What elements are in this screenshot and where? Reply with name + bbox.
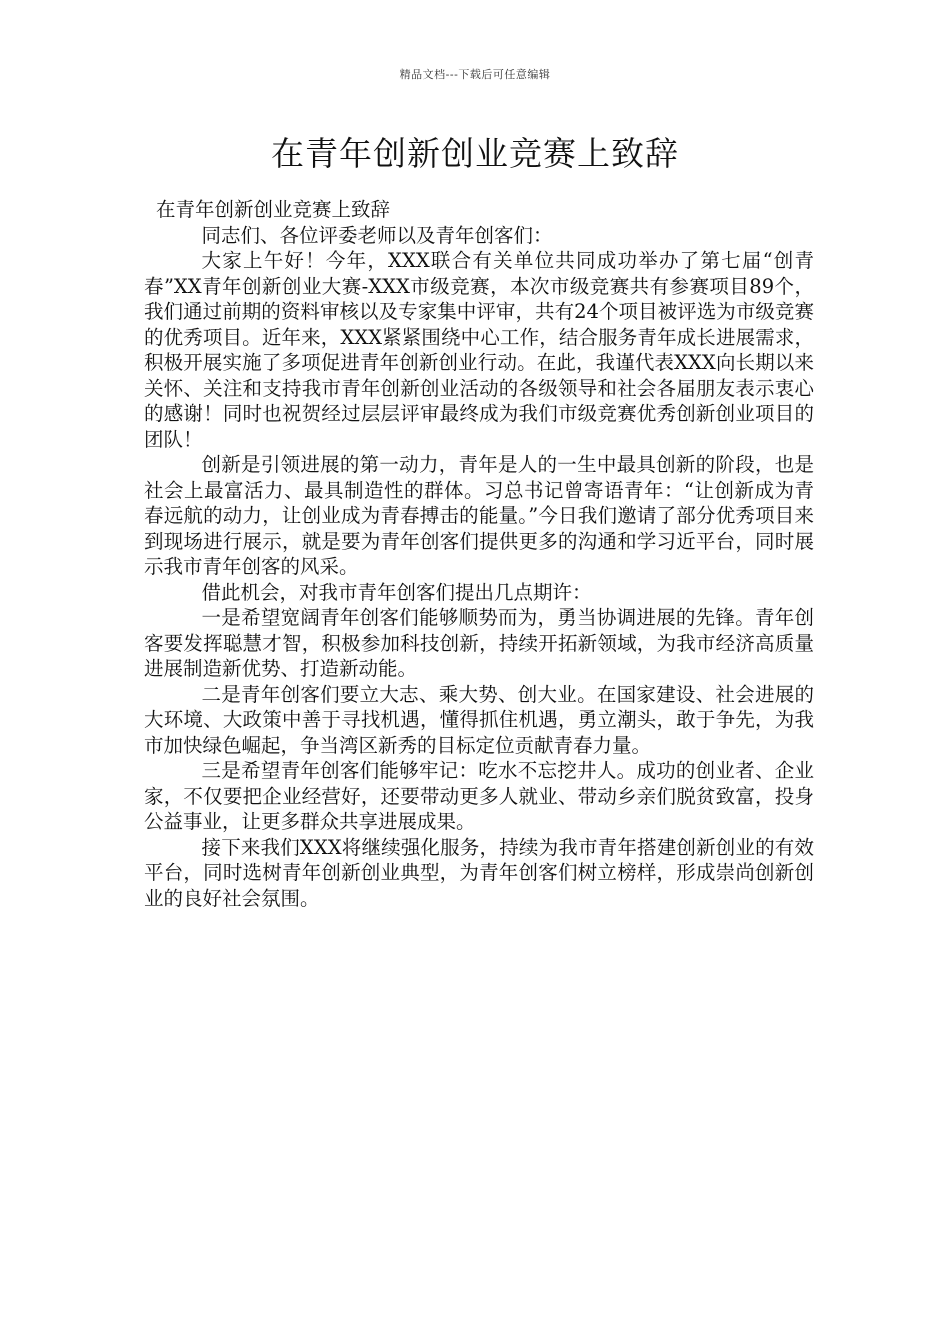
paragraph-innovation: 创新是引领进展的第一动力，青年是人的一生中最具创新的阶段，也是社会上最富活力、最具制造性的群体。习总书记曾寄语青年：“让创新成为青春远航的动力，让创业成为青春搏击的能量。”今日我们邀请了部分优秀项目来到现场进行展示，就是要为青年创客们提供更多的沟通和学习近平台，同时展示我市青年创客的风采。	[144, 453, 814, 578]
document-body	[144, 197, 814, 911]
paragraph-expectation-one: 一是希望宽阔青年创客们能够顺势而为，勇当协调进展的先锋。青年创客要发挥聪慧才智，积极参加科技创新，持续开拓新领域，为我市经济高质量进展制造新优势、打造新动能。	[144, 606, 814, 680]
header-note: 精品文档---下载后可任意编辑	[399, 68, 551, 81]
paragraph-expectation-three: 三是希望青年创客们能够牢记：吃水不忘挖井人。成功的创业者、企业家，不仅要把企业经营好，还要带动更多人就业、带动乡亲们脱贫致富，投身公益事业，让更多群众共享进展成果。	[144, 759, 814, 833]
document-subtitle: 在青年创新创业竞赛上致辞	[156, 198, 391, 221]
paragraph-opening: 大家上午好！今年，XXX联合有关单位共同成功举办了第七届“创青春”XX青年创新创业大赛-XXX市级竞赛，本次市级竞赛共有参赛项目89个，我们通过前期的资料审核以及专家集中评审，共有24个项目被评选为市级竞赛的优秀项目。近年来，XXX紧紧围绕中心工作，结合服务青年成长进展需求，积极开展实施了多项促进青年创新创业行动。在此，我谨代表XXX向长期以来关怀、关注和支持我市青年创新创业活动的各级领导和社会各届朋友表示衷心的感谢！同时也祝贺经过层层评审最终成为我们市级竞赛优秀创新创业项目的团队！	[144, 249, 814, 451]
paragraph-expectation-two: 二是青年创客们要立大志、乘大势、创大业。在国家建设、社会进展的大环境、大政策中善于寻找机遇，懂得抓住机遇，勇立潮头，敢于争先，为我市加快绿色崛起，争当湾区新秀的目标定位贡献青春力量。	[144, 682, 814, 757]
paragraph-greeting: 同志们、各位评委老师以及青年创客们：	[201, 223, 553, 247]
paragraph-expectations-intro: 借此机会，对我市青年创客们提出几点期许：	[201, 580, 592, 604]
document-title: 在青年创新创业竞赛上致辞	[271, 134, 679, 173]
paragraph-closing: 接下来我们XXX将继续强化服务，持续为我市青年搭建创新创业的有效平台，同时选树青年创新创业典型，为青年创客们树立榜样，形成崇尚创新创业的良好社会氛围。	[144, 835, 814, 910]
